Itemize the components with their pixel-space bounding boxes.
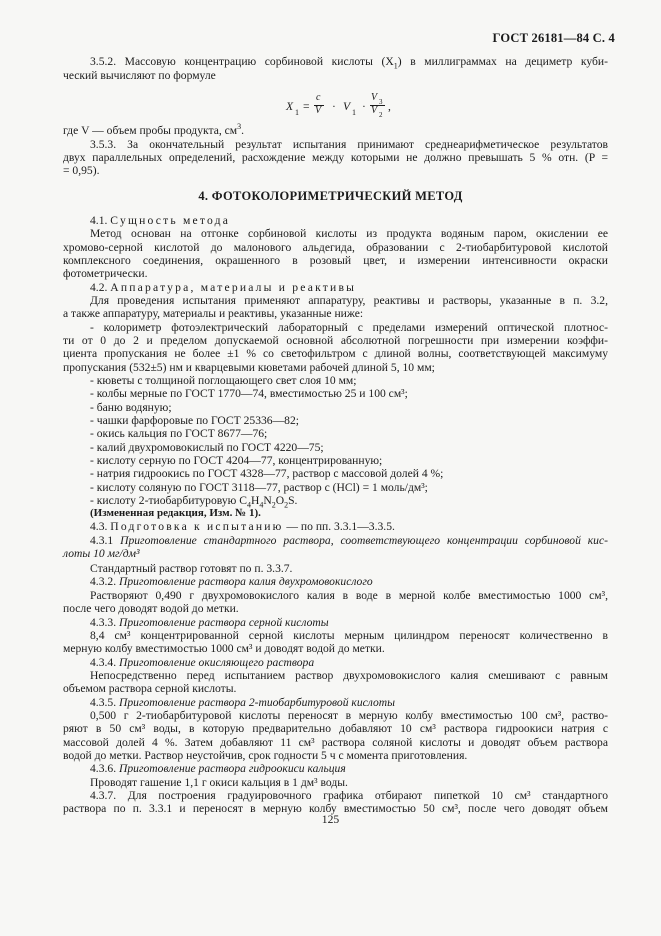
list-item: - окись кальция по ГОСТ 8677—76; <box>90 427 268 440</box>
colorimeter-line-2: ти от 0 до 2 и пределом допускаемой основной абсолютной погрешности при измерении коэффи- <box>63 334 608 347</box>
para-4-3-3-line-2: мерную колбу вместимостью 1000 см³ и доводят водой до метки. <box>63 642 385 655</box>
para-4-3-5-line-2: ряют в 50 см³ воды, в которую предварительно добавляют 10 см³ раствора гидроокиси натрия с <box>63 722 608 735</box>
para-where-v: где V — объем пробы продукта, $см^3$. <box>63 122 245 137</box>
para-4-3-5-line-3: массовой долей 4 %. Затем добавляют 11 см³ раствора соляной кислоты и доводят объем раствора <box>63 736 608 749</box>
para-4-3-6-title: 4.3.6. Приготовление раствора гидроокиси кальция <box>90 762 346 775</box>
para-4-3-6-line-1: Проводят гашение 1,1 г окиси кальция в 1 дм³ воды. <box>90 776 348 789</box>
para-4-2-heading: 4.2. Аппаратура, материалы и реактивы <box>90 281 357 294</box>
para-4-1-line-1: Метод основан на отгонке сорбиновой кислоты из продукта водяным паром, окислении ее <box>90 227 608 240</box>
para-4-1-line-4: фотометрически. <box>63 267 148 280</box>
page-number: 125 <box>321 813 340 826</box>
list-item: - кислоту соляную по ГОСТ 3118—77, раствор с (HCl) = 1 моль/дм³; <box>90 481 428 494</box>
para-4-3-4-line-1: Непосредственно перед испытанием раствор двухромовокислого калия смешивают с равным <box>90 669 608 682</box>
colorimeter-line-3: циента пропускания не более ±1 % со светофильтром с длиной волны, соответствующей максимуму <box>63 347 608 360</box>
formula-x1: X 1 = c V · V 1 · V 3 V 2 , <box>286 92 391 119</box>
para-4-3-1-text: Стандартный раствор готовят по п. 3.3.7. <box>90 562 293 575</box>
colorimeter-line-1: - колориметр фотоэлектрический лабораторный с пределами измерений оптической плотнос- <box>90 321 608 334</box>
colorimeter-line-4: пропускания (532±5) нм и кварцевыми кюветами рабочей длиной 5, 10 мм; <box>63 361 435 374</box>
list-item-thiobarbituric-acid: - кислоту 2-тиобарбитуровую $C_4H_4N_2O_2S$. <box>90 494 298 510</box>
para-4-3-4-title: 4.3.4. Приготовление окисляющего раствора <box>90 656 315 669</box>
para-4-3-2-title: 4.3.2. Приготовление раствора калия двухромовокислого <box>90 575 373 588</box>
para-4-3-5-line-1: 0,500 г 2-тиобарбитуровой кислоты переносят в мерную колбу вместимостью 100 см³, раство- <box>90 709 608 722</box>
para-4-3-2-line-1: Растворяют 0,490 г двухромовокислого калия в воде в мерной колбе вместимостью 1000 см³, <box>90 589 608 602</box>
para-4-3-7-line-1: 4.3.7. Для построения градуировочного графика отбирают пипеткой 10 см³ стандартного <box>90 789 608 802</box>
para-4-2-line-2: а также аппаратуру, материалы и реактивы, указанные ниже: <box>63 307 364 320</box>
para-4-3-5-title: 4.3.5. Приготовление раствора 2-тиобарбитуровой кислоты <box>90 696 395 709</box>
list-item: - колбы мерные по ГОСТ 1770—74, вместимостью 25 и 100 см³; <box>90 387 408 400</box>
para-3-5-2-line-1: 3.5.2. Массовую концентрацию сорбиновой кислоты $(X_1)$ в миллиграммах на дециметр куби- <box>90 55 608 71</box>
para-3-5-3-line-3: = 0,95). <box>63 164 100 177</box>
list-item: - кюветы с толщиной поглощающего свет слоя 10 мм; <box>90 374 357 387</box>
amendment-note: (Измененная редакция, Изм. № 1). <box>90 507 261 519</box>
para-4-3-2-line-2: после чего доводят водой до метки. <box>63 602 239 615</box>
para-3-5-3-line-1: 3.5.3. За окончательный результат испытания принимают среднеарифметическое результатов <box>90 138 608 151</box>
para-4-3-4-line-2: объемом раствора серной кислоты. <box>63 682 237 695</box>
list-item: - чашки фарфоровые по ГОСТ 25336—82; <box>90 414 299 427</box>
para-4-1-heading: 4.1. Сущность метода <box>90 214 231 227</box>
list-item: - баню водяную; <box>90 401 172 414</box>
list-item: - калий двухромовокислый по ГОСТ 4220—75; <box>90 441 324 454</box>
para-4-3-1-title-2: лоты 10 мг/дм³ <box>63 547 140 560</box>
para-3-5-2-line-2: ческий вычисляют по формуле <box>63 69 216 82</box>
para-4-1-line-3: комплексного соединения, окрашенного в розовый цвет, и измерении интенсивности окраски <box>63 254 608 267</box>
para-4-1-line-2: хромово-серной кислотой до малонового альдегида, образовании с 2-тиобарбитуровой кислотой <box>63 241 608 254</box>
para-4-3-5-line-4: водой до метки. Раствор неустойчив, срок годности 5 ч с момента приготовления. <box>63 749 468 762</box>
para-4-3-7-line-2: раствора по п. 3.3.1 и переносят в мерную колбу вместимостью 50 см³, после чего доводят объем <box>63 802 608 815</box>
para-3-5-3-line-2: двух параллельных определений, расхождение между которыми не должно превышать 5 % отн. (P = <box>63 151 608 164</box>
para-4-2-line-1: Для проведения испытания применяют аппаратуру, реактивы и растворы, указанные в п. 3.2, <box>90 294 608 307</box>
list-item: - натрия гидроокись по ГОСТ 4328—77, раствор с массовой долей 4 %; <box>90 467 444 480</box>
para-4-3-3-title: 4.3.3. Приготовление раствора серной кислоты <box>90 616 329 629</box>
para-4-3-3-line-1: 8,4 см³ концентрированной серной кислоты мерным цилиндром переносят количественно в <box>90 629 608 642</box>
list-item: - кислоту серную по ГОСТ 4204—77, концентрированную; <box>90 454 383 467</box>
para-4-3-heading: 4.3. Подготовка к испытанию — по пп. 3.3.1—3.3.5. <box>90 520 395 533</box>
section-4-title: 4. ФОТОКОЛОРИМЕТРИЧЕСКИЙ МЕТОД <box>198 189 463 203</box>
para-4-3-1-title-1: 4.3.1 Приготовление стандартного раствора, соответствующего концентрации сорбиновой кис- <box>90 534 608 547</box>
running-header: ГОСТ 26181—84 С. 4 <box>492 31 615 45</box>
